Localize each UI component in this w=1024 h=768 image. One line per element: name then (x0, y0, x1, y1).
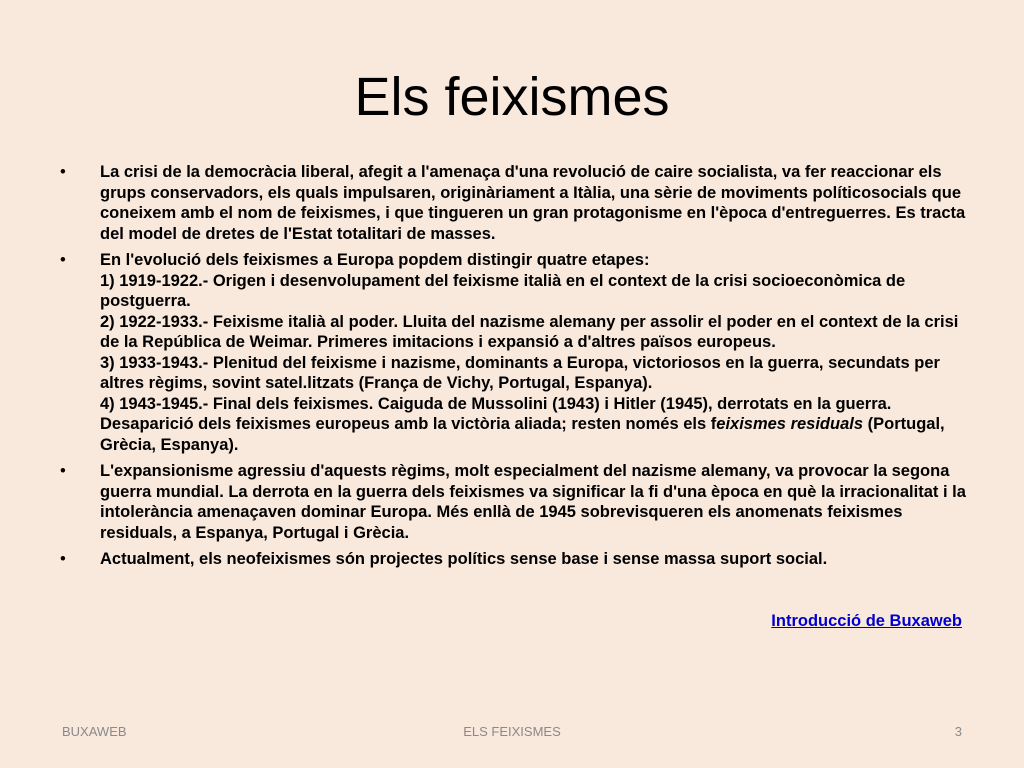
stage-4-end: (Portugal, Grècia, Espanya). (100, 415, 945, 454)
stage-4 (100, 394, 970, 456)
footer-left: BUXAWEB (62, 724, 127, 739)
stage-4-text: 4) 1943-1945.- Final dels feixismes. Caiguda de Mussolini (1943) i Hitler (1945), derrotats en la guerra. Desaparició dels feixismes europeus amb la victòria aliada; resten només els f (100, 394, 892, 433)
bullet-icon: • (60, 550, 66, 568)
bullet-item-expansion (60, 461, 970, 543)
stage-2: 2) 1922-1933.- Feixisme italià al poder. Lluita del nazisme alemany per assolir el poder en el context de la crisi de la República de Weimar. Primeres imitacions i expansió a d'altres països europeus. (100, 312, 959, 351)
footer-center: ELS FEIXISMES (463, 724, 561, 739)
bullet-list (60, 162, 970, 576)
bullet-text: Actualment, els neofeixismes són projectes polítics sense base i sense massa suport social. (100, 550, 828, 568)
stages-intro: En l'evolució dels feixismes a Europa popdem distingir quatre etapes: (100, 251, 650, 269)
slide-title: Els feixismes (354, 67, 670, 127)
buxaweb-intro-link[interactable]: Introducció de Buxaweb (771, 612, 962, 630)
stage-3: 3) 1933-1943.- Plenitud del feixisme i nazisme, dominants a Europa, victoriosos en la guerra, secundats per altres règims, sovint satel.litzats (França de Vichy, Portugal, Espanya). (100, 353, 940, 392)
bullet-text: L'expansionisme agressiu d'aquests règims, molt especialment del nazisme alemany, va provocar la segona guerra mundial. La derrota en la guerra dels feixismes va significar la fi d'una època en què la irracionalitat i la intolerància amenaçaven dominar Europa. Més enllà de 1945 sobrevisqueren els anomenats feixismes residuals, a Espanya, Portugal i Grècia. (100, 462, 966, 542)
slide-number: 3 (954, 724, 962, 739)
bullet-item-crisis (60, 162, 970, 244)
bullet-item-neofascism (60, 549, 970, 570)
bullet-item-stages (60, 250, 970, 455)
bullet-icon: • (60, 462, 66, 480)
stage-1: 1) 1919-1922.- Origen i desenvolupament del feixisme italià en el context de la crisi socioeconòmica de postguerra. (100, 271, 906, 310)
bullet-icon: • (60, 163, 66, 181)
bullet-text: La crisi de la democràcia liberal, afegit a l'amenaça d'una revolució de caire socialista, va fer reaccionar els grups conservadors, els quals impulsaren, originàriament a Itàlia, una sèrie de moviments políticosocials que coneixem amb el nom de feixismes, i que tingueren un gran protagonisme en l'època d'entreguerres. Es tracta del model de dretes de l'Estat totalitari de masses. (100, 163, 966, 243)
stage-4-italic: eixismes residuals (716, 415, 864, 433)
bullet-icon: • (60, 251, 66, 269)
